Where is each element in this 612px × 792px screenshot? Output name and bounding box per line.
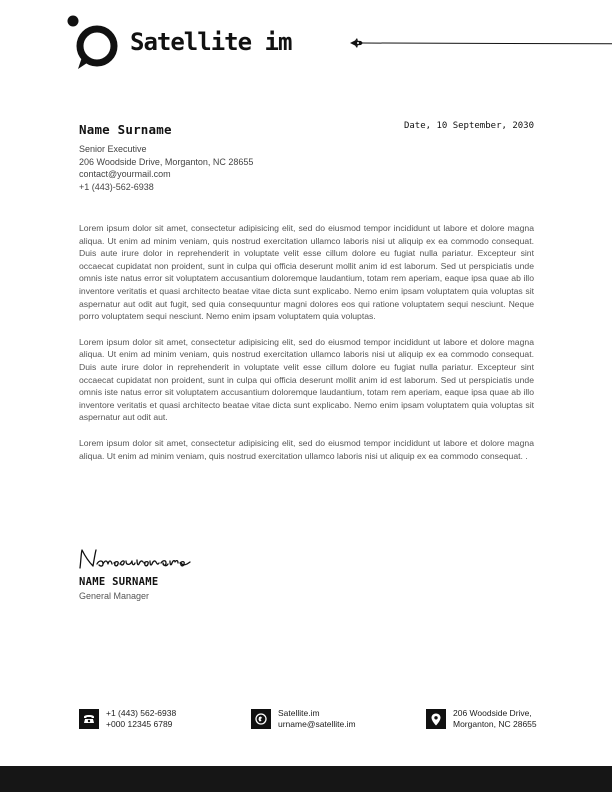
sender-email[interactable]: contact@yourmail.com <box>79 169 171 180</box>
footer-phone <box>79 708 176 730</box>
phone-icon <box>79 709 99 729</box>
sender-title: Senior Executive <box>79 144 147 154</box>
sender-name: Name Surname <box>79 122 172 137</box>
footer-address-line1: 206 Woodside Drive, <box>453 708 532 718</box>
body-paragraph: Lorem ipsum dolor sit amet, consectetur adipisicing elit, sed do eiusmod tempor incididunt ut labore et dolore magna aliqua. Ut enim ad minim veniam, quis nostrud exercitation ullamco laboris nisi ut aliquip ex ea commodo consequat. . <box>79 437 534 461</box>
footer-web <box>251 708 356 730</box>
footer-website[interactable]: Satellite.im <box>278 708 320 718</box>
satellite-logo-icon <box>66 14 126 72</box>
footer-phone-line2: +000 12345 6789 <box>106 719 173 729</box>
footer-email[interactable]: urname@satellite.im <box>278 719 356 729</box>
letter-body <box>79 222 534 475</box>
sender-phone: +1 (443)-562-6938 <box>79 181 154 192</box>
brand-name: Satellite im <box>130 28 292 56</box>
rocket-line-icon <box>348 37 612 49</box>
signatory-name: NAME SURNAME <box>79 576 159 588</box>
footer-bar <box>0 766 612 792</box>
sender-details <box>79 143 253 193</box>
signatory-title: General Manager <box>79 591 150 601</box>
footer-address-line2: Morganton, NC 28655 <box>453 719 537 729</box>
letter-date: Date, 10 September, 2030 <box>403 121 534 131</box>
body-paragraph: Lorem ipsum dolor sit amet, consectetur adipisicing elit, sed do eiusmod tempor incididunt ut labore et dolore magna aliqua. Ut enim ad minim veniam, quis nostrud exercitation ullamco laboris nisi ut aliquip ex ea commodo consequat. Duis aute irure dolor in reprehenderit in voluptate velit esse cillum dolore eu fugiat nulla pariatur. Excepteur sint occaecat cupidatat non proident, sunt in culpa qui officia deserunt mollit anim id est laborum. Sed ut perspiciatis unde omnis iste natus error sit voluptatem accusantium doloremque laudantium, totam rem aperiam, eaque ipsa quae ab illo inventore veritatis et quasi architecto beatae vitae dicta sunt explicabo. Nemo enim ipsam voluptatem quia voluptas sit aspernatur aut odit aut. <box>79 336 534 423</box>
footer-phone-line1: +1 (443) 562-6938 <box>106 708 177 718</box>
location-pin-icon <box>426 709 446 729</box>
handwritten-signature <box>77 546 192 572</box>
footer-address <box>426 708 537 730</box>
body-paragraph: Lorem ipsum dolor sit amet, consectetur adipisicing elit, sed do eiusmod tempor incididunt ut labore et dolore magna aliqua. Ut enim ad minim veniam, quis nostrud exercitation ullamco laboris nisi ut aliquip ex ea commodo consequat. Duis aute irure dolor in reprehenderit in voluptate velit esse cillum dolore eu fugiat nulla pariatur. Excepteur sint occaecat cupidatat non proident, sunt in culpa qui officia deserunt mollit anim id est laborum. Sed ut perspiciatis unde omnis iste natus error sit voluptatem accusantium doloremque laudantium, totam rem aperiam, eaque ipsa quae ab illo inventore veritatis et quasi architecto beatae vitae dicta sunt explicabo. Nemo enim ipsam voluptatem quia voluptas sit aspernatur aut odit aut fugit, sed quia consequuntur magni dolores eos qui ratione voluptatem sequi nesciunt. Neque porro voluptatem sequi nesciunt. Nemo enim ipsam voluptatem quia voluptas. <box>79 223 534 322</box>
sender-address: 206 Woodside Drive, Morganton, NC 28655 <box>79 156 254 167</box>
globe-icon <box>251 709 271 729</box>
